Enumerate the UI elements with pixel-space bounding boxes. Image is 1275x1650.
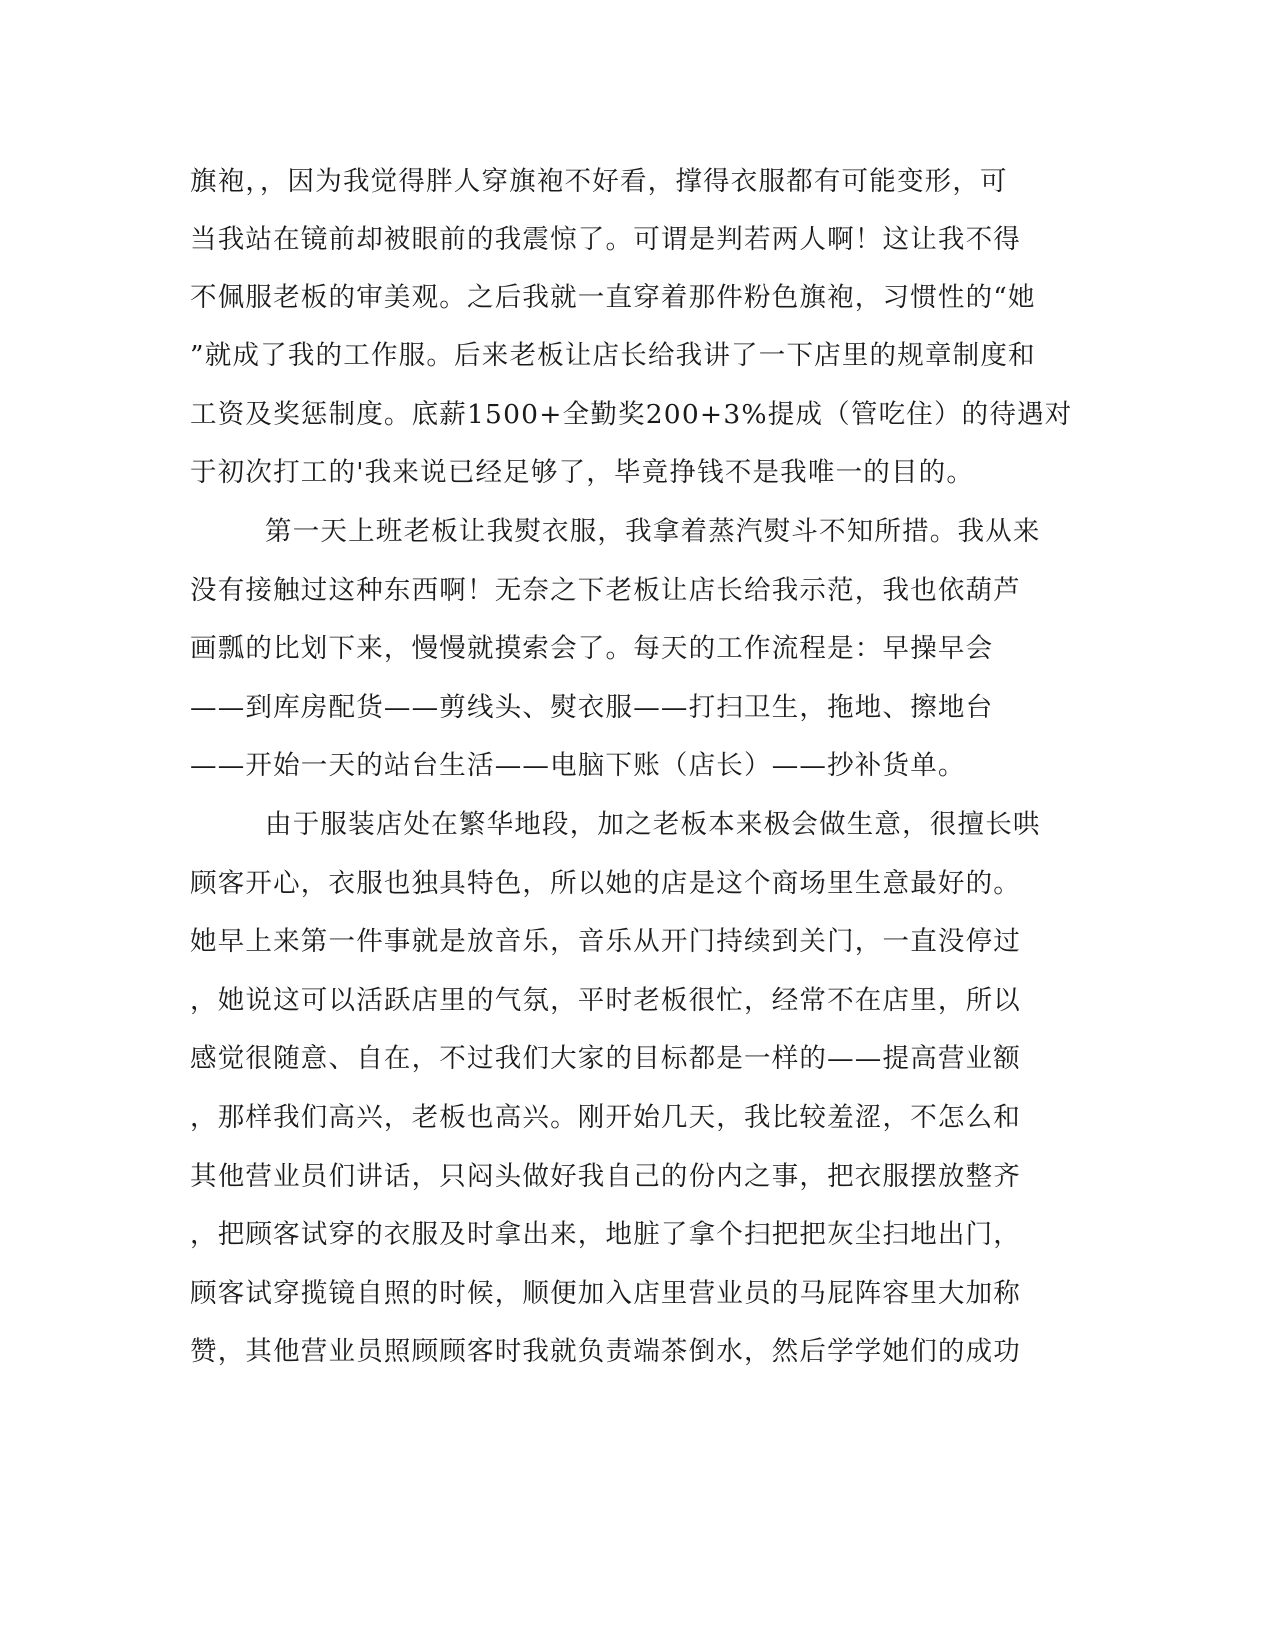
text-line: ，把顾客试穿的衣服及时拿出来，地脏了拿个扫把把灰尘扫地出门， xyxy=(190,1219,1021,1250)
text-line: ——开始一天的站台生活——电脑下账（店长）——抄补货单。 xyxy=(190,750,966,781)
text-line: 画瓢的比划下来，慢慢就摸索会了。每天的工作流程是：早操早会 xyxy=(190,633,994,664)
text-line: 由于服装店处在繁华地段，加之老板本来极会做生意，很擅长哄 xyxy=(265,809,1041,840)
text-line: 她早上来第一件事就是放音乐，音乐从开门持续到关门，一直没停过 xyxy=(190,926,1021,957)
text-line: 其他营业员们讲话，只闷头做好我自己的份内之事，把衣服摆放整齐 xyxy=(190,1161,1021,1192)
text-line: 不佩服老板的审美观。之后我就一直穿着那件粉色旗袍，习惯性的“她 xyxy=(190,282,1036,313)
text-line: 没有接触过这种东西啊！无奈之下老板让店长给我示范，我也依葫芦 xyxy=(190,575,1021,606)
text-line: 顾客试穿揽镜自照的时候，顺便加入店里营业员的马屁阵容里大加称 xyxy=(190,1278,1021,1309)
text-line: 旗袍，，因为我觉得胖人穿旗袍不好看，撑得衣服都有可能变形，可 xyxy=(190,166,1008,197)
text-line: 第一天上班老板让我熨衣服，我拿着蒸汽熨斗不知所措。我从来 xyxy=(265,516,1041,547)
text-line: ，她说这可以活跃店里的气氛，平时老板很忙，经常不在店里，所以 xyxy=(190,985,1021,1016)
text-line: 工资及奖惩制度。底薪1500+全勤奖200+3%提成（管吃住）的待遇对 xyxy=(190,399,1073,430)
text-line: 感觉很随意、自在，不过我们大家的目标都是一样的——提高营业额 xyxy=(190,1043,1021,1074)
text-line: 当我站在镜前却被眼前的我震惊了。可谓是判若两人啊！这让我不得 xyxy=(190,224,1021,255)
text-line: ”就成了我的工作服。后来老板让店长给我讲了一下店里的规章制度和 xyxy=(190,340,1036,371)
text-line: ，那样我们高兴，老板也高兴。刚开始几天，我比较羞涩，不怎么和 xyxy=(190,1102,1021,1133)
text-line: ——到库房配货——剪线头、熨衣服——打扫卫生，拖地、擦地台 xyxy=(190,692,994,723)
text-line: 于初次打工的'我来说已经足够了，毕竟挣钱不是我唯一的目的。 xyxy=(190,457,975,488)
text-line: 顾客开心，衣服也独具特色，所以她的店是这个商场里生意最好的。 xyxy=(190,868,1021,899)
text-line: 赞，其他营业员照顾顾客时我就负责端茶倒水，然后学学她们的成功 xyxy=(190,1336,1021,1367)
